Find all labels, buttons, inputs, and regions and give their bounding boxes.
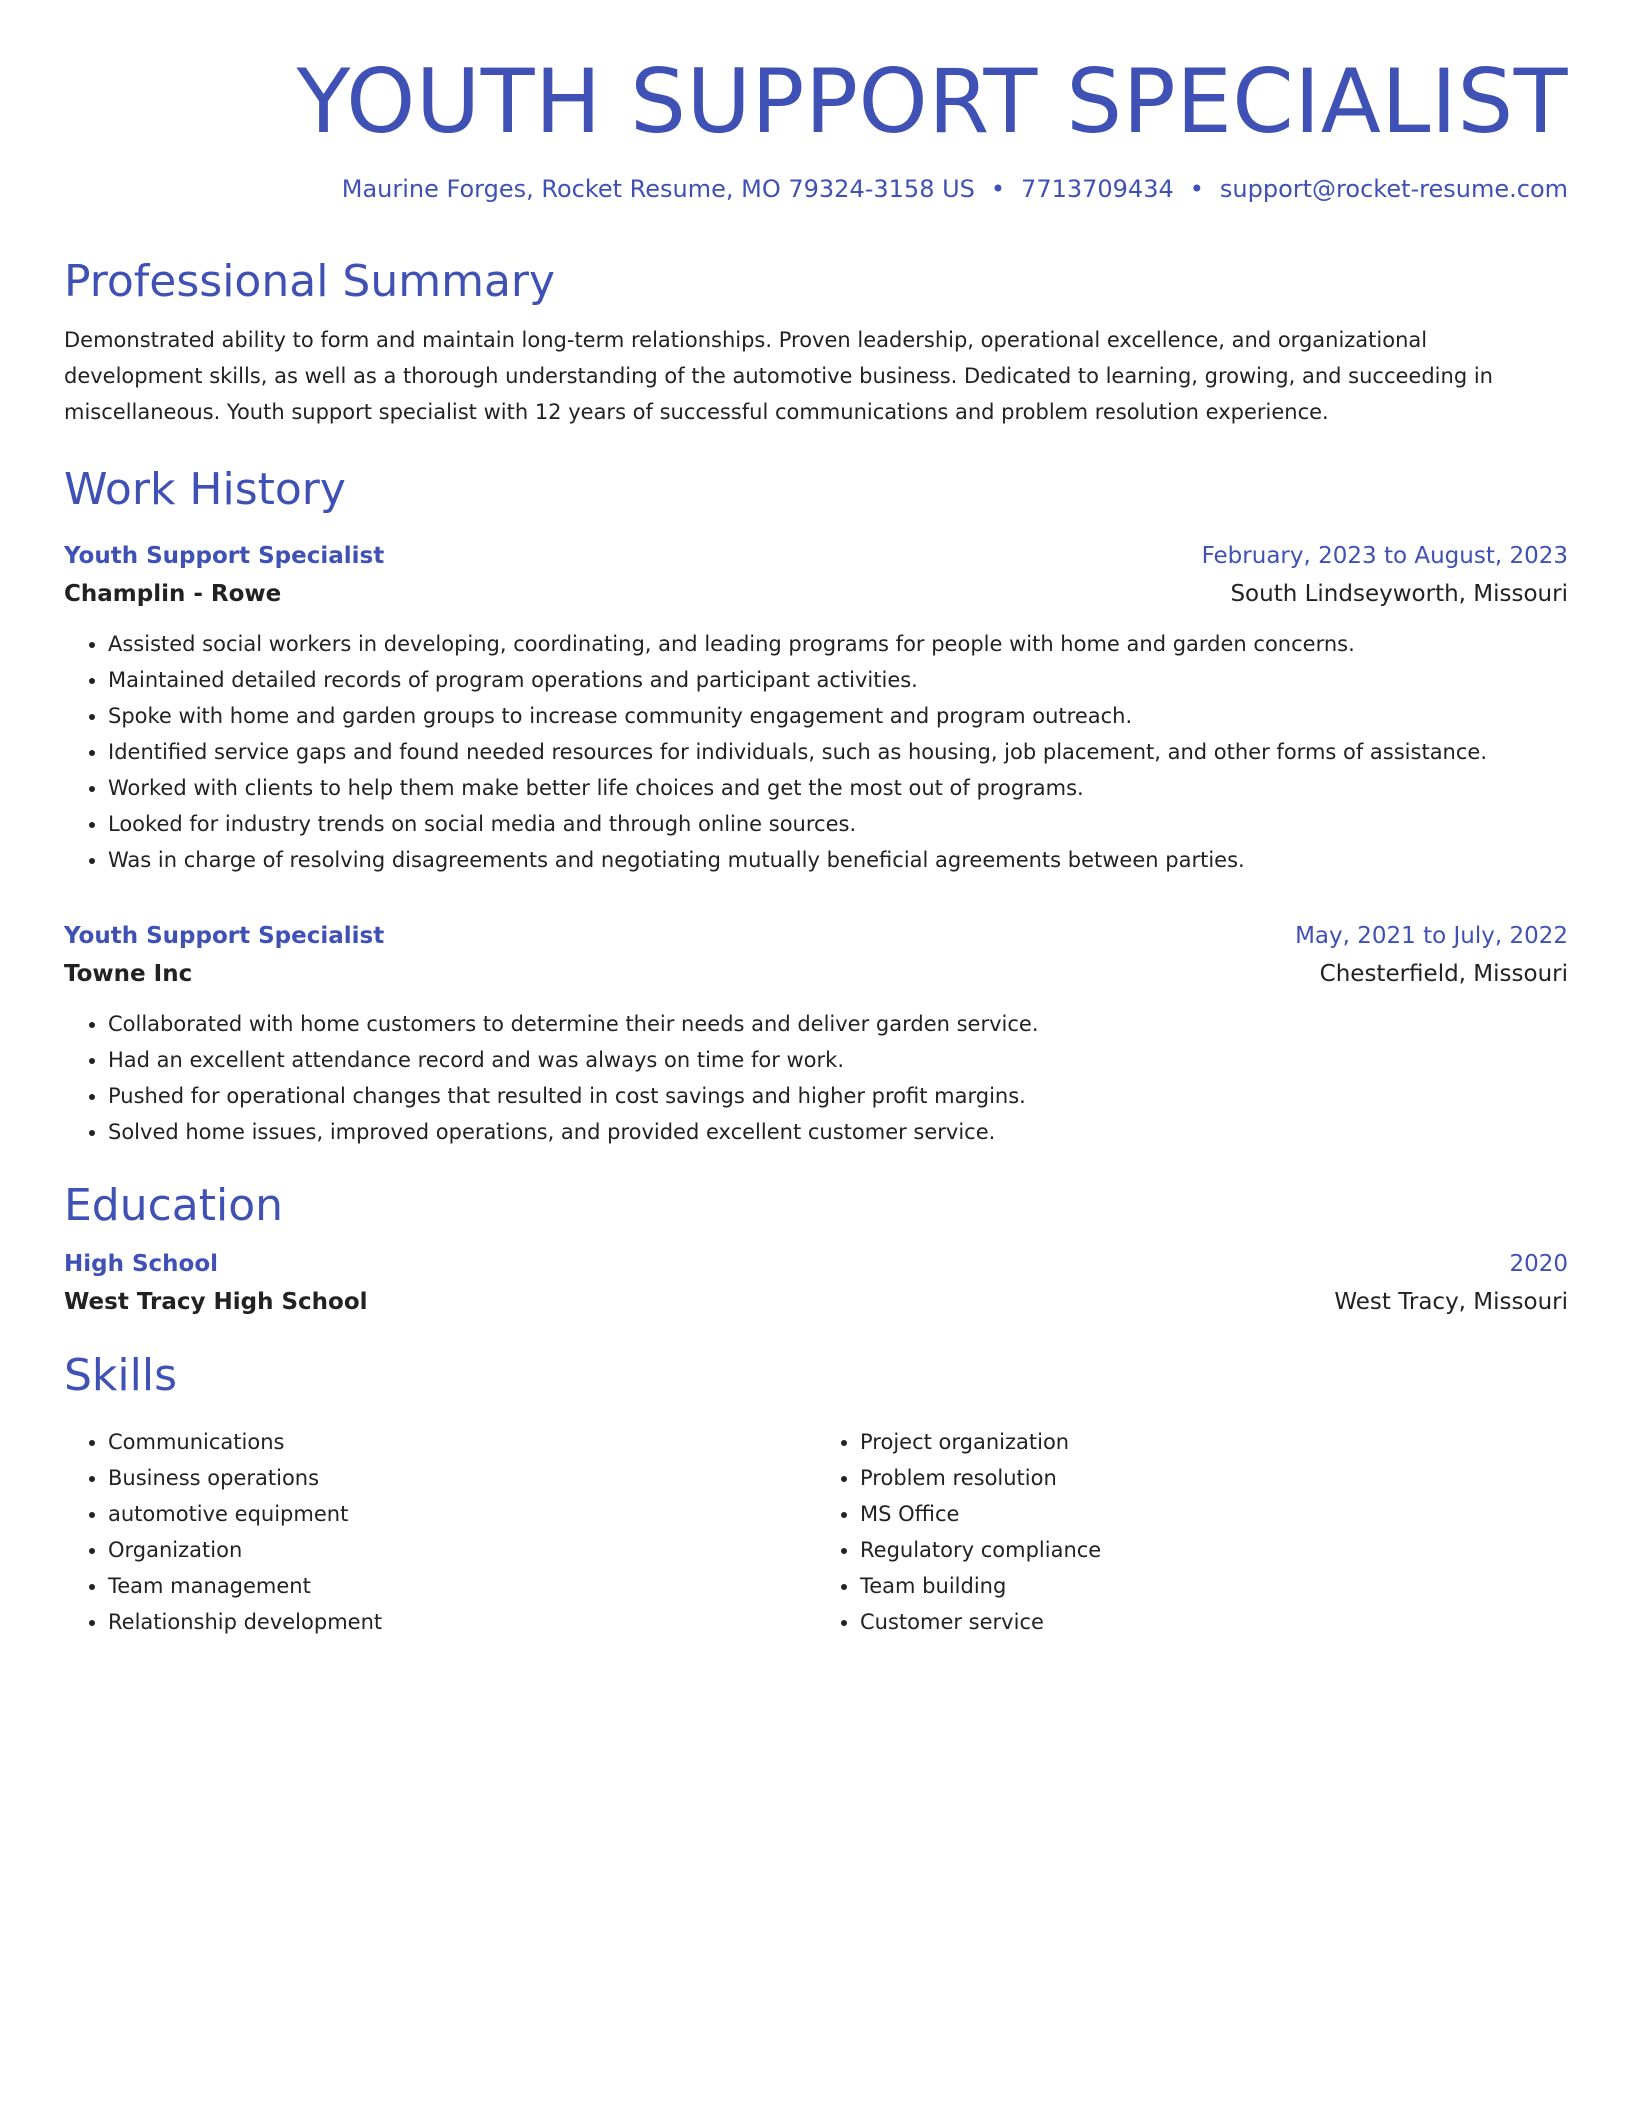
page-title: YOUTH SUPPORT SPECIALIST [296, 50, 1568, 153]
job-entry [64, 918, 1568, 1150]
summary-heading: Professional Summary [64, 256, 556, 307]
list-item: • Spoke with home and garden groups to increase community engagement and program outreach. [108, 698, 1568, 734]
list-item: • Solved home issues, improved operations, and provided excellent customer service. [108, 1114, 1568, 1150]
school-name: West Tracy High School [64, 1289, 368, 1315]
address: Maurine Forges, Rocket Resume, MO 79324-3158 US [341, 175, 975, 203]
skills-heading: Skills [64, 1350, 178, 1401]
phone: 7713709434 [1021, 175, 1174, 203]
skills-columns [64, 1412, 1568, 1640]
separator-dot: • [990, 175, 1006, 203]
list-item: • Collaborated with home customers to determine their needs and deliver garden service. [108, 1006, 1568, 1042]
job-location: South Lindseyworth, Missouri [1230, 581, 1568, 607]
list-item: • Maintained detailed records of program operations and participant activities. [108, 662, 1568, 698]
resume-header [64, 0, 1568, 206]
contact-line [64, 172, 1568, 206]
list-item: • Identified service gaps and found needed resources for individuals, such as housing, job placement, and other forms of assistance. [108, 734, 1568, 770]
list-item: • Team building [860, 1568, 1568, 1604]
skills-list-left [64, 1424, 816, 1640]
job-title: Youth Support Specialist [64, 923, 385, 949]
job-location: Chesterfield, Missouri [1319, 961, 1568, 987]
school-location: West Tracy, Missouri [1334, 1289, 1568, 1315]
list-item: • Communications [108, 1424, 816, 1460]
company-name: Towne Inc [64, 961, 193, 987]
graduation-year: 2020 [1509, 1251, 1568, 1277]
list-item: • Project organization [860, 1424, 1568, 1460]
list-item: • Assisted social workers in developing, coordinating, and leading programs for people with home and garden concerns. [108, 626, 1568, 662]
job-title: Youth Support Specialist [64, 543, 385, 569]
degree: High School [64, 1251, 219, 1277]
education-entry [64, 1246, 1568, 1322]
job-bullets [64, 1006, 1568, 1150]
list-item: • automotive equipment [108, 1496, 816, 1532]
summary-text: Demonstrated ability to form and maintain long-term relationships. Proven leadership, operational excellence, and organizational development skills, as well as a thorough understanding of the automotive business. Dedicated to learning, growing, and succeeding in miscellaneous. Youth support specialist with 12 years of successful communications and problem resolution experience. [64, 328, 1493, 424]
list-item: • Business operations [108, 1460, 816, 1496]
education-heading: Education [64, 1180, 284, 1231]
job-dates: May, 2021 to July, 2022 [1295, 923, 1568, 949]
separator-dot: • [1189, 175, 1204, 203]
company-name: Champlin - Rowe [64, 581, 282, 607]
list-item: • Regulatory compliance [860, 1532, 1568, 1568]
list-item: • MS Office [860, 1496, 1568, 1532]
list-item: • Had an excellent attendance record and was always on time for work. [108, 1042, 1568, 1078]
job-dates: February, 2023 to August, 2023 [1201, 543, 1568, 569]
list-item: • Was in charge of resolving disagreements and negotiating mutually beneficial agreements between parties. [108, 842, 1568, 878]
list-item: • Worked with clients to help them make better life choices and get the most out of programs. [108, 770, 1568, 806]
job-bullets [64, 626, 1568, 878]
job-entry [64, 538, 1568, 878]
list-item: • Pushed for operational changes that resulted in cost savings and higher profit margins. [108, 1078, 1568, 1114]
list-item: • Customer service [860, 1604, 1568, 1640]
list-item: • Team management [108, 1568, 816, 1604]
work-history-heading: Work History [64, 464, 346, 515]
list-item: • Organization [108, 1532, 816, 1568]
email-link[interactable]: support@rocket-resume.com [1219, 175, 1568, 203]
list-item: • Looked for industry trends on social media and through online sources. [108, 806, 1568, 842]
list-item: • Relationship development [108, 1604, 816, 1640]
skills-list-right [816, 1424, 1568, 1640]
list-item: • Problem resolution [860, 1460, 1568, 1496]
